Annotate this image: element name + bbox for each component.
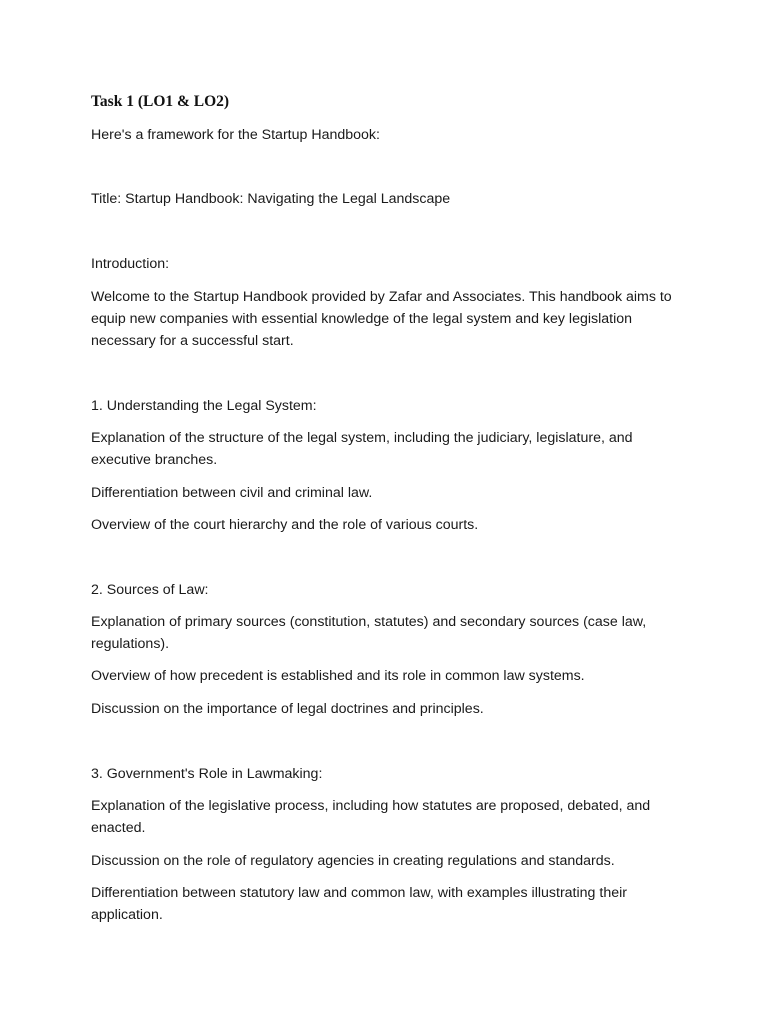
section-point: Differentiation between statutory law and common law, with examples illustrating their application.	[91, 885, 627, 923]
task-heading: Task 1 (LO1 & LO2)	[91, 93, 230, 110]
section-point: Overview of how precedent is established and its role in common law systems.	[91, 668, 585, 684]
section-point: Differentiation between civil and criminal law.	[91, 485, 373, 501]
section-heading: 3. Government's Role in Lawmaking:	[91, 766, 323, 782]
introduction-text: Welcome to the Startup Handbook provided by Zafar and Associates. This handbook aims to equip new companies with essential knowledge of the legal system and key legislation necessary for a successful start.	[91, 289, 672, 349]
title-line: Title: Startup Handbook: Navigating the Legal Landscape	[91, 191, 451, 207]
intro-line: Here's a framework for the Startup Handbook:	[91, 127, 380, 143]
section-heading: 2. Sources of Law:	[91, 582, 209, 598]
section-point: Explanation of the legislative process, including how statutes are proposed, debated, and enacted.	[91, 798, 651, 836]
introduction-label: Introduction:	[91, 256, 170, 272]
section-heading: 1. Understanding the Legal System:	[91, 398, 317, 414]
section-point: Overview of the court hierarchy and the role of various courts.	[91, 517, 479, 533]
section-point: Explanation of primary sources (constitution, statutes) and secondary sources (case law, regulations).	[91, 614, 647, 652]
section-point: Explanation of the structure of the legal system, including the judiciary, legislature, and executive branches.	[91, 430, 633, 468]
section-point: Discussion on the importance of legal doctrines and principles.	[91, 701, 484, 717]
section-point: Discussion on the role of regulatory agencies in creating regulations and standards.	[91, 853, 615, 869]
